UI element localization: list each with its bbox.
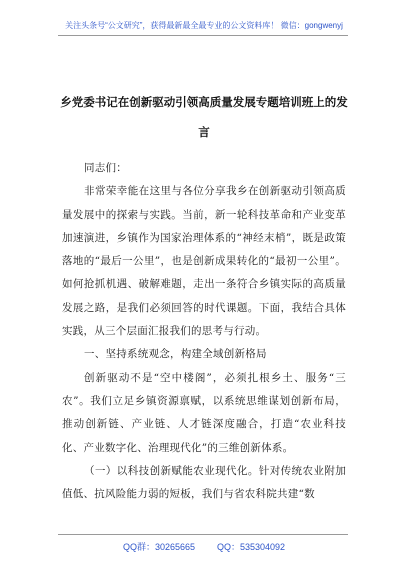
header-divider [58,35,348,36]
salutation: 同志们： [84,162,128,174]
document-title-continuation: 言 [198,125,210,139]
body-paragraph: （一）以科技创新赋能农业现代化。针对传统农业附加值低、抗风险能力弱的短板，我们与省农科院共建“数 [62,464,346,501]
body-paragraph: 创新驱动不是“空中楼阁”，必须扎根乡土、服务“三农”。我们立足乡镇资源禀赋，以系统思维谋划创新布局，推动创新链、产业链、人才链深度融合，打造“农业科技化、产业数字化、治理现代化”的三维创新体系。 [62,371,346,454]
body-paragraph: 非常荣幸能在这里与各位分享我乡在创新驱动引领高质量发展中的探索与实践。当前，新一轮科技革命和产业变革加速演进，乡镇作为国家治理体系的“神经末梢”，既是政策落地的“最后一公里”，也是创新成果转化的“最初一公里”。如何抢抓机遇、破解难题，走出一条符合乡镇实际的高质量发展之路，是我们必须回答的时代课题。下面，我结合具体实践，从三个层面汇报我们的思考与行动。 [62,185,346,338]
qq-number: QQ：535304092 [216,542,286,552]
footer-divider [58,534,348,535]
qq-group-number: QQ群：30265665 [122,542,195,552]
section-heading: 一、坚持系统观念，构建全域创新格局 [84,348,267,361]
document-body [62,157,346,506]
footer-contact [0,540,408,553]
header-banner: 关注头条号“公文研究”，获得最新最全最专业的公文资料库！ 微信：gongwenyj [65,21,343,30]
document-title: 乡党委书记在创新驱动引领高质量发展专题培训班上的发 [60,95,348,109]
